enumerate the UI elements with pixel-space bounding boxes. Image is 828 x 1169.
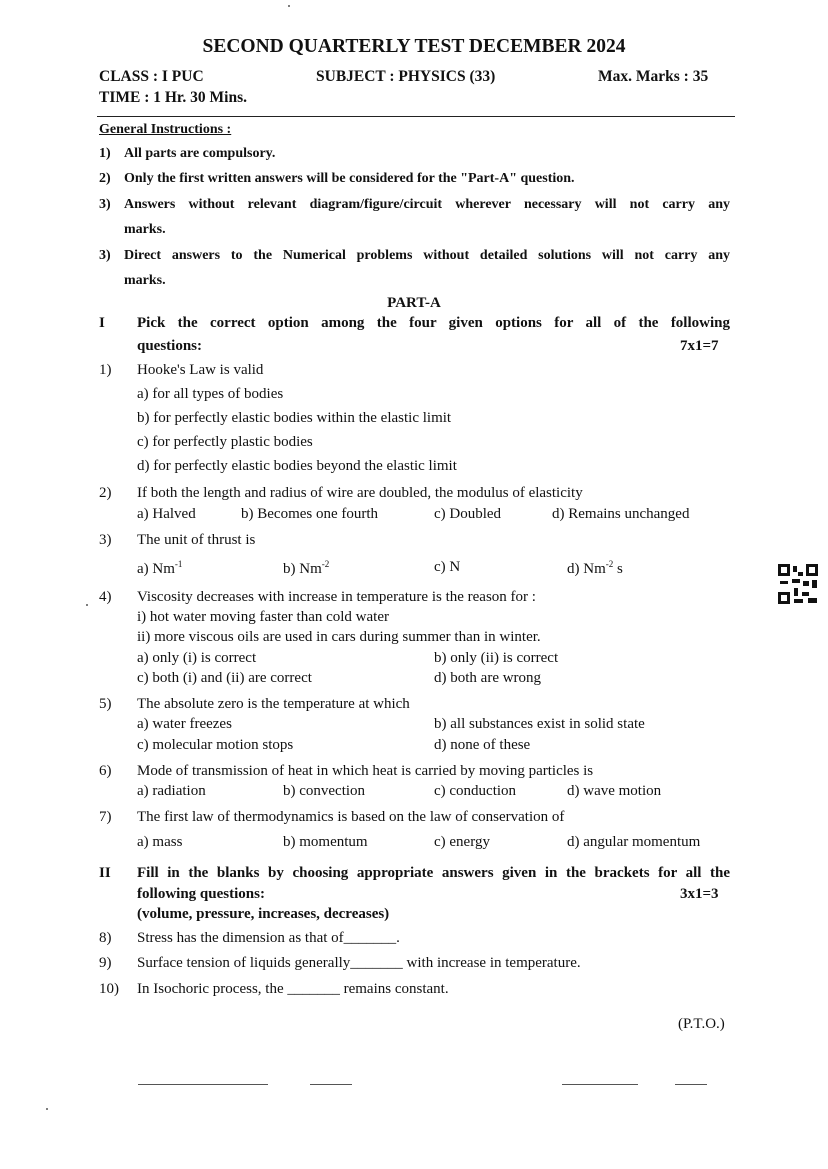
class-label: CLASS : I PUC <box>99 68 204 85</box>
option-c: c) conduction <box>434 783 517 799</box>
option-b: b) momentum <box>283 834 368 850</box>
instruction-number: 2) <box>99 171 111 186</box>
qr-code-image <box>778 564 818 604</box>
option-c: c) both (i) and (ii) are correct <box>137 670 312 686</box>
question-text: The absolute zero is the temperature at which <box>137 696 410 712</box>
fill-blank-question: Stress has the dimension as that of_______. <box>137 930 400 946</box>
time-label: TIME : 1 Hr. 30 Mins. <box>99 89 247 106</box>
section-instruction: Pick the correct option among the four given options for all of the following <box>137 315 730 331</box>
option-b-exponent: -2 <box>321 559 330 569</box>
option-b: b) for perfectly elastic bodies within the elastic limit <box>137 410 452 426</box>
question-number: 6) <box>99 763 112 779</box>
option-d: d) wave motion <box>567 783 662 799</box>
instruction-number: 3) <box>99 197 111 212</box>
scan-artifact-dot <box>46 1108 48 1110</box>
option-a: a) only (i) is correct <box>137 650 257 666</box>
scan-artifact-line <box>675 1084 707 1085</box>
instruction-number: 3) <box>99 248 111 263</box>
section-number: I <box>99 315 105 331</box>
option-a: a) for all types of bodies <box>137 386 284 402</box>
option-a: a) mass <box>137 834 183 850</box>
question-number: 5) <box>99 696 112 712</box>
instruction-number: 1) <box>99 146 111 161</box>
option-a: a) Halved <box>137 506 196 522</box>
option-c: c) Doubled <box>434 506 502 522</box>
question-number: 10) <box>99 981 119 997</box>
question-text: The first law of thermodynamics is based on the law of conservation of <box>137 809 565 825</box>
pto-label: (P.T.O.) <box>678 1016 725 1032</box>
option-b <box>283 559 329 578</box>
option-b: b) convection <box>283 783 366 799</box>
option-d: d) angular momentum <box>567 834 701 850</box>
option-a-text: a) Nm <box>137 561 175 577</box>
scan-artifact-line <box>138 1084 268 1085</box>
question-number: 1) <box>99 362 112 378</box>
paper-title: SECOND QUARTERLY TEST DECEMBER 2024 <box>202 36 626 57</box>
section-instruction: Fill in the blanks by choosing appropriate answers given in the brackets for all the <box>137 865 730 881</box>
instruction-text-cont: marks. <box>124 222 166 237</box>
option-b-text: b) Nm <box>283 561 322 577</box>
statement-i: i) hot water moving faster than cold water <box>137 609 389 625</box>
option-c: c) molecular motion stops <box>137 737 294 753</box>
option-d-exponent: -2 <box>605 559 614 569</box>
scan-artifact-line <box>310 1084 352 1085</box>
instructions-heading: General Instructions : <box>99 122 232 137</box>
section-instruction-cont: questions: <box>137 338 203 354</box>
scan-artifact-line <box>562 1084 638 1085</box>
scan-artifact-dot <box>86 604 88 606</box>
option-d <box>567 559 623 578</box>
part-a-heading: PART-A <box>387 295 441 311</box>
option-b: b) all substances exist in solid state <box>434 716 645 732</box>
option-b: b) Becomes one fourth <box>241 506 379 522</box>
option-d: d) both are wrong <box>434 670 542 686</box>
fill-blank-question: In Isochoric process, the _______ remains constant. <box>137 981 449 997</box>
option-d-tail: s <box>613 561 623 577</box>
option-d: d) Remains unchanged <box>552 506 690 522</box>
question-number: 7) <box>99 809 112 825</box>
question-number: 9) <box>99 955 112 971</box>
question-number: 2) <box>99 485 112 501</box>
section-instruction-cont: following questions: <box>137 886 265 902</box>
header-divider <box>97 116 735 117</box>
section-marks: 7x1=7 <box>680 338 719 354</box>
question-number: 4) <box>99 589 112 605</box>
instruction-text: All parts are compulsory. <box>124 146 276 161</box>
option-a <box>137 559 182 578</box>
option-a: a) water freezes <box>137 716 232 732</box>
statement-ii: ii) more viscous oils are used in cars during summer than in winter. <box>137 629 541 645</box>
section-marks: 3x1=3 <box>680 886 719 902</box>
instruction-text: Direct answers to the Numerical problems without detailed solutions will not carry any <box>124 248 730 263</box>
section-number: II <box>99 865 111 881</box>
option-b: b) only (ii) is correct <box>434 650 559 666</box>
option-d: d) for perfectly elastic bodies beyond the elastic limit <box>137 458 457 474</box>
scan-artifact-dot <box>288 5 290 7</box>
question-text: The unit of thrust is <box>137 532 256 548</box>
question-number: 8) <box>99 930 112 946</box>
option-a-exponent: -1 <box>174 559 183 569</box>
question-text: If both the length and radius of wire are doubled, the modulus of elasticity <box>137 485 583 501</box>
option-a: a) radiation <box>137 783 206 799</box>
fill-blank-question: Surface tension of liquids generally_______ with increase in temperature. <box>137 955 581 971</box>
subject-label: SUBJECT : PHYSICS (33) <box>316 68 496 85</box>
instruction-text-cont: marks. <box>124 273 166 288</box>
option-c: c) N <box>434 559 461 575</box>
option-d-text: d) Nm <box>567 561 606 577</box>
question-text: Mode of transmission of heat in which heat is carried by moving particles is <box>137 763 594 779</box>
instruction-text: Only the first written answers will be considered for the "Part-A" question. <box>124 171 575 186</box>
option-c: c) for perfectly plastic bodies <box>137 434 313 450</box>
question-text: Hooke's Law is valid <box>137 362 264 378</box>
instruction-text: Answers without relevant diagram/figure/circuit wherever necessary will not carry any <box>124 197 730 212</box>
option-d: d) none of these <box>434 737 531 753</box>
max-marks-label: Max. Marks : 35 <box>598 68 709 85</box>
option-c: c) energy <box>434 834 490 850</box>
question-number: 3) <box>99 532 112 548</box>
answer-choices: (volume, pressure, increases, decreases) <box>137 906 390 922</box>
question-text: Viscosity decreases with increase in temperature is the reason for : <box>137 589 536 605</box>
